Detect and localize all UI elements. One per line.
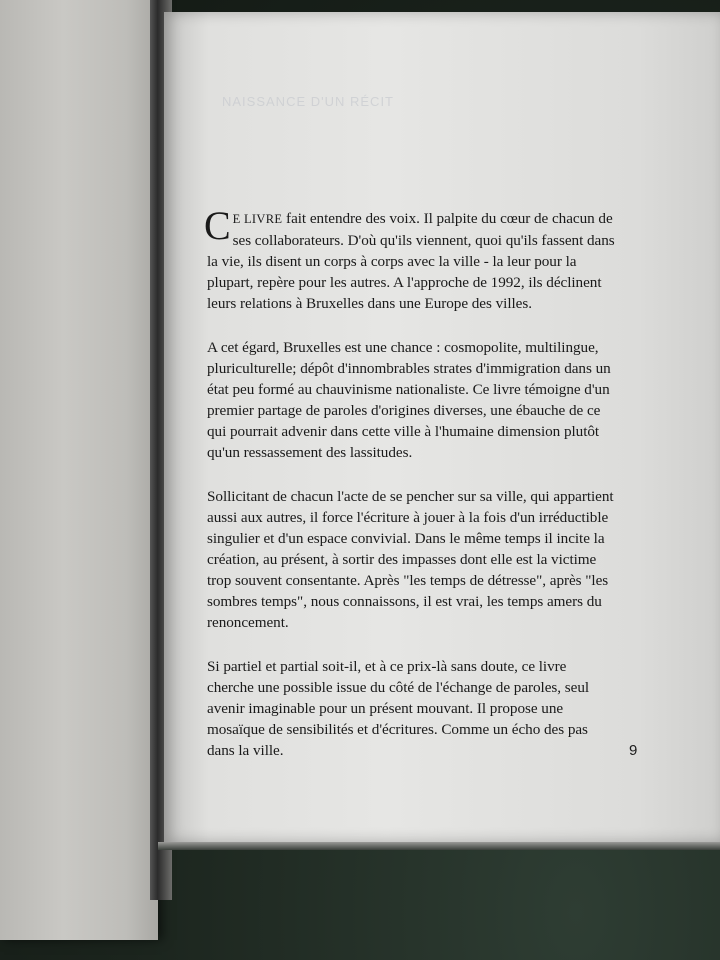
text-line: trop souvent consentante. Après "les temps de détresse", après "les (207, 572, 609, 589)
text-line: singulier et d'un espace convivial. Dans le même temps il incite la (207, 530, 605, 547)
left-page (0, 0, 158, 940)
text-line: cherche une possible issue du côté de l'échange de paroles, seul (207, 679, 590, 696)
paragraph-3 (207, 486, 647, 633)
text-line: pluriculturelle; dépôt d'innombrables strates d'immigration dans un (207, 360, 611, 377)
text-line: aussi aux autres, il force l'écriture à jouer à la fois d'un irréductible (207, 509, 609, 526)
text-line: qui pourrait advenir dans cette ville à l'humaine dimension plutôt (207, 423, 600, 440)
small-caps-opening: E LIVRE (232, 212, 283, 226)
text-line: plupart, repère pour les autres. A l'approche de 1992, ils déclinent (207, 274, 602, 291)
text-line: Si partiel et partial soit-il, et à ce prix-là sans doute, ce livre (207, 658, 567, 675)
paragraph-4 (207, 656, 647, 761)
text-line: avenir imaginable pour un présent mouvant. Il propose une (207, 700, 564, 717)
text-line: sombres temps", nous connaissons, il est vrai, les temps amers du (207, 593, 602, 610)
text-line: Sollicitant de chacun l'acte de se pencher sur sa ville, qui appartient (207, 488, 614, 505)
paragraph-intro (204, 203, 647, 314)
running-header-show-through: NAISSANCE D'UN RÉCIT (222, 94, 395, 109)
text-line: dans la ville. (207, 742, 284, 759)
text-line: premier partage de paroles d'origines diverses, une ébauche de ce (207, 402, 601, 419)
text-line: mosaïque de sensibilités et d'écritures. Comme un écho des pas (207, 721, 588, 738)
drop-cap: C (204, 203, 231, 248)
text-line: création, au présent, à sortir des impasses dont elle est la victime (207, 551, 597, 568)
text-line: leurs relations à Bruxelles dans une Europe des villes. (207, 295, 532, 312)
text-line: état peu formé au chauvinisme nationaliste. Ce livre témoigne d'un (207, 381, 610, 398)
page-bottom-edge (158, 842, 720, 850)
text-line: renoncement. (207, 614, 289, 631)
text-line: la vie, ils disent un corps à corps avec la ville - la leur pour la (207, 253, 577, 270)
text-line: ses collaborateurs. D'où qu'ils viennent, quoi qu'ils fassent dans (232, 232, 615, 249)
page-number: 9 (629, 742, 638, 759)
text-line: A cet égard, Bruxelles est une chance : cosmopolite, multilingue, (207, 339, 599, 356)
paragraph-2 (207, 337, 647, 463)
body-text (204, 203, 647, 784)
text-line: E LIVRE fait entendre des voix. Il palpite du cœur de chacun de (232, 210, 613, 227)
text-line: qu'un ressassement des lassitudes. (207, 444, 413, 461)
